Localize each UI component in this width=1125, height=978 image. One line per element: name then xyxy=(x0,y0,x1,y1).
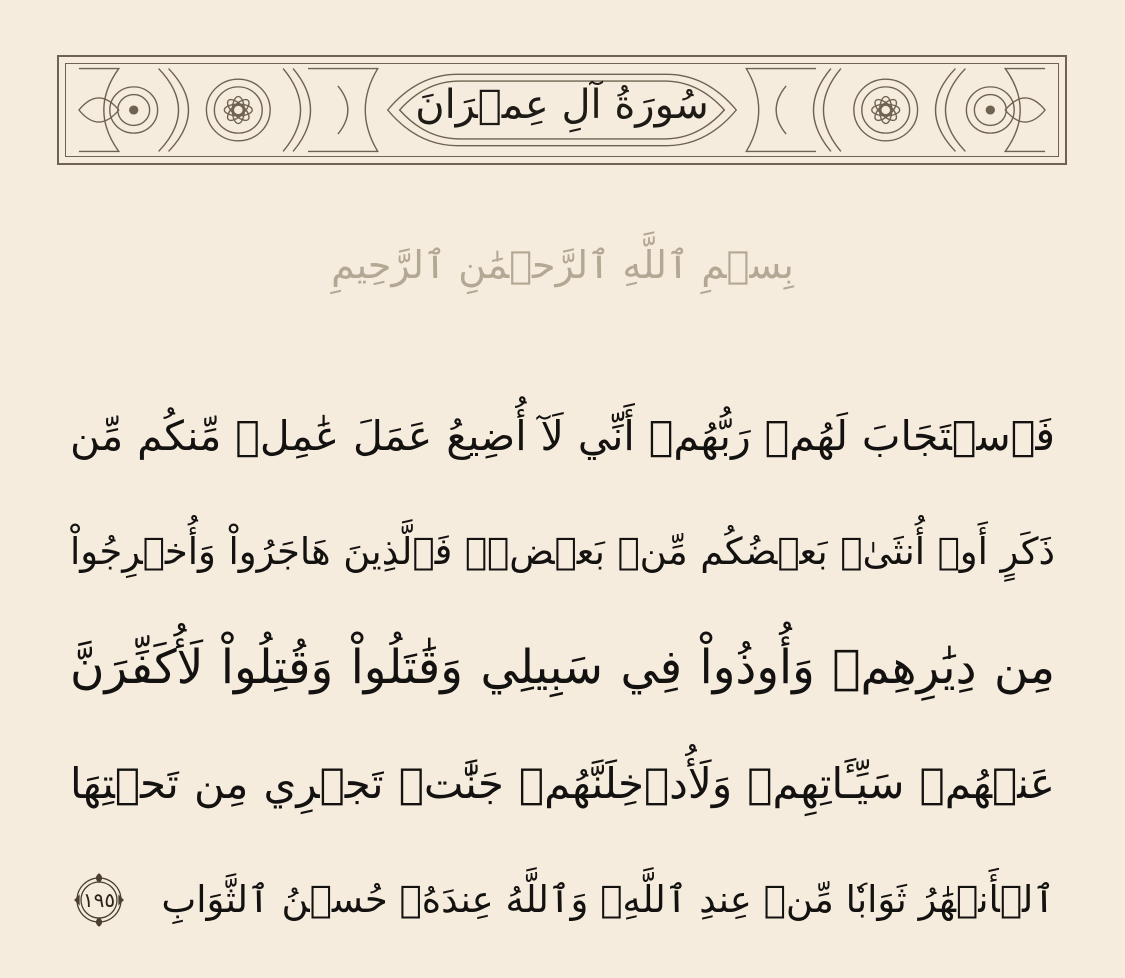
verse-line-1: فَٱسۡتَجَابَ لَهُمۡ رَبُّهُمۡ أَنِّي لَآ أُضِيعُ عَمَلَ عَٰمِلٖ مِّنكُم مِّن xyxy=(70,412,1055,460)
verse-line-5 xyxy=(70,842,1055,958)
surah-header-frame xyxy=(57,55,1067,165)
verse-line-4: عَنۡهُمۡ سَيِّـَٔاتِهِمۡ وَلَأُدۡخِلَنَّهُمۡ جَنَّٰتٖ تَجۡرِي مِن تَحۡتِهَا xyxy=(70,759,1055,808)
verse-line-5-text: ٱلۡأَنۡهَٰرُ ثَوَابٗا مِّنۡ عِندِ ٱللَّهِۚ وَٱللَّهُ عِندَهُۥ حُسۡنُ ٱلثَّوَابِ xyxy=(161,878,1055,921)
basmala: بِسۡمِ ٱللَّهِ ٱلرَّحۡمَٰنِ ٱلرَّحِيمِ xyxy=(331,243,794,287)
verse-line-2: ذَكَرٍ أَوۡ أُنثَىٰۖ بَعۡضُكُم مِّنۢ بَعۡضٖۖ فَٱلَّذِينَ هَاجَرُواْ وَأُخۡرِجُواْ xyxy=(70,530,1055,573)
surah-title: سُورَةُ آلِ عِمۡرَانَ xyxy=(415,82,709,128)
ayah-end-marker-icon xyxy=(70,871,128,929)
verse-text-block xyxy=(70,378,1055,958)
verse-line-3: مِن دِيَٰرِهِمۡ وَأُوذُواْ فِي سَبِيلِي وَقَٰتَلُواْ وَقُتِلُواْ لَأُكَفِّرَنَّ xyxy=(70,640,1055,695)
ayah-number: ١٩٥ xyxy=(82,888,116,912)
